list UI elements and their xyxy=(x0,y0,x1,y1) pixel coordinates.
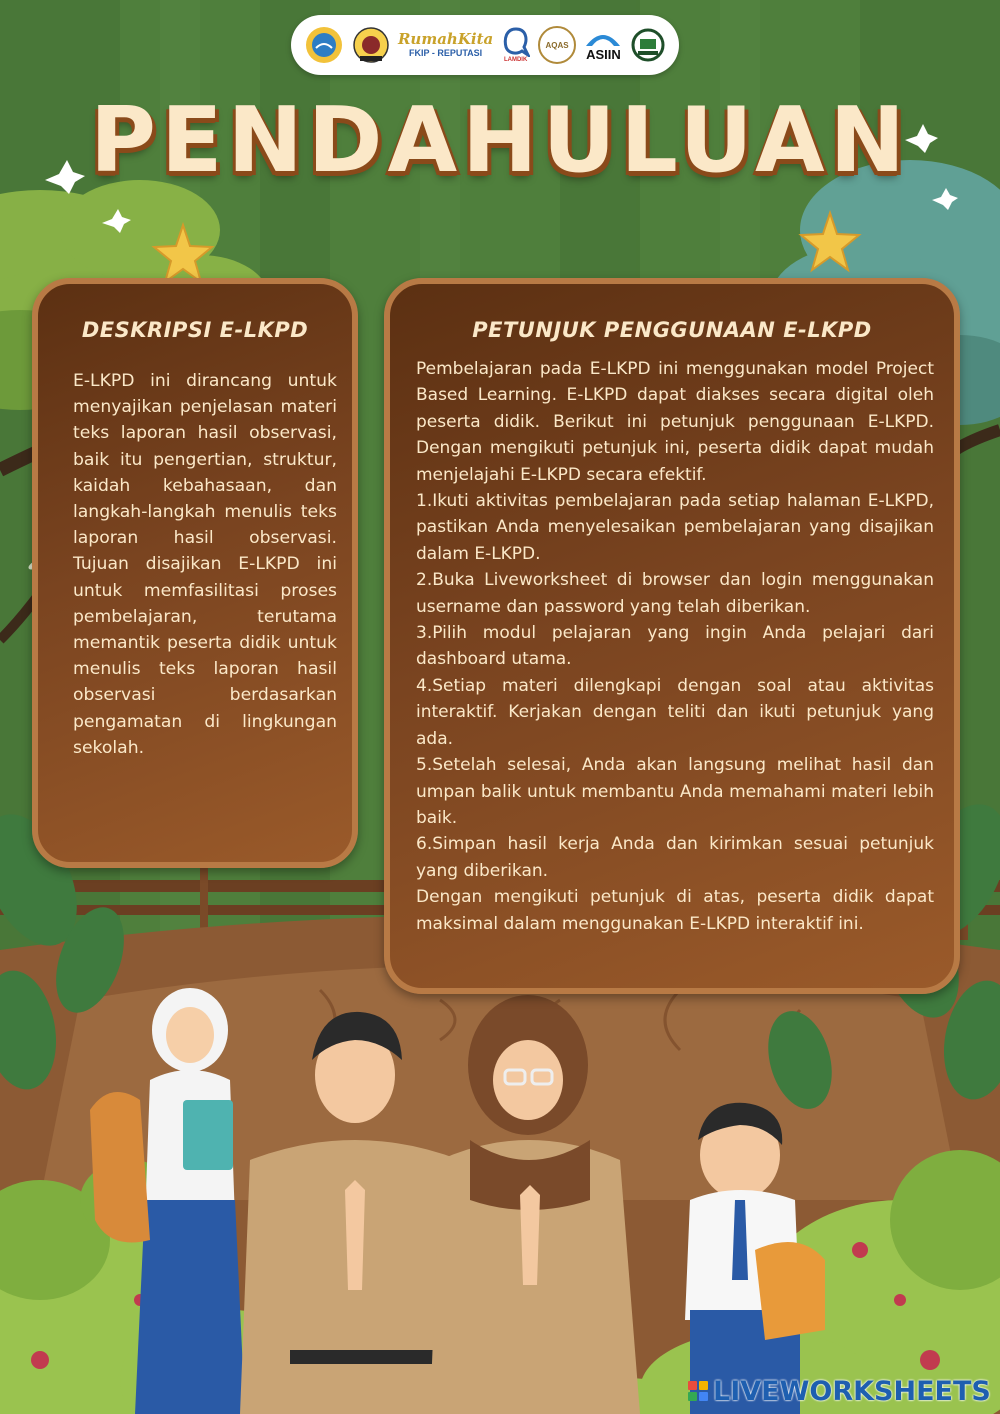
watermark-text: LIVEWORKSHEETS xyxy=(713,1375,991,1407)
fkip-badge-logo xyxy=(631,28,665,62)
petunjuk-body xyxy=(416,356,934,937)
university-logo-1 xyxy=(305,26,343,64)
petunjuk-intro: Pembelajaran pada E-LKPD ini menggunakan model Project Based Learning. E-LKPD dapat diakses secara digital oleh peserta didik. Berikut ini petunjuk penggunaan E-LKPD. Dengan mengikuti petunjuk ini, peserta didik dapat mudah menjelajahi E-LKPD secara efektif. xyxy=(416,359,934,485)
lamdik-label: LAMDIK xyxy=(503,57,528,63)
university-seal-icon xyxy=(305,26,343,64)
rumah-kita-subtitle: FKIP - REPUTASI xyxy=(409,48,483,58)
lamdik-q-icon xyxy=(502,27,530,57)
petunjuk-step-4: 4.Setiap materi dilengkapi dengan soal atau aktivitas interaktif. Kerjakan dengan teliti dan ikuti petunjuk yang ada. xyxy=(416,675,934,749)
lamdik-logo xyxy=(502,27,530,63)
wm-square-v xyxy=(688,1392,697,1401)
wm-square-l xyxy=(688,1381,697,1390)
liveworksheets-logo-icon xyxy=(688,1381,708,1401)
petunjuk-heading: PETUNJUK PENGGUNAAN E-LKPD xyxy=(472,318,872,342)
institution-logo-bar xyxy=(291,15,679,75)
rumah-kita-title: RumahKita xyxy=(397,30,494,48)
aqas-logo xyxy=(538,26,576,64)
petunjuk-step-3: 3.Pilih modul pelajaran yang ingin Anda pelajari dari dashboard utama. xyxy=(416,623,934,670)
page-title: PENDAHULUAN xyxy=(90,88,910,193)
asiin-label: ASIIN xyxy=(586,46,621,62)
petunjuk-panel xyxy=(384,278,960,994)
deskripsi-body: E-LKPD ini dirancang untuk menyajikan penjelasan materi teks laporan hasil observasi, baik itu pengertian, struktur, kaidah kebahasaan, dan langkah-langkah menulis teks laporan hasil observasi. Tujuan disajikan E-LKPD ini untuk memfasilitasi proses pembelajaran, terutama memantik peserta didik untuk menulis teks laporan hasil observasi berdasarkan pengamatan di lingkungan sekolah. xyxy=(73,371,337,758)
university-logo-2 xyxy=(352,26,390,64)
wm-square-i xyxy=(699,1381,708,1390)
deskripsi-body-container xyxy=(73,368,337,761)
petunjuk-closing: Dengan mengikuti petunjuk di atas, peserta didik dapat maksimal dalam menggunakan E-LKPD interaktif ini. xyxy=(416,887,934,934)
wm-square-e xyxy=(699,1392,708,1401)
liveworksheets-watermark xyxy=(688,1374,991,1408)
fkip-badge-icon xyxy=(631,28,665,62)
petunjuk-step-5: 5.Setelah selesai, Anda akan langsung melihat hasil dan umpan balik untuk membantu Anda memahami materi lebih baik. xyxy=(416,755,934,828)
asiin-logo xyxy=(584,30,622,61)
asiin-arc-icon xyxy=(584,30,622,46)
petunjuk-step-6: 6.Simpan hasil kerja Anda dan kirimkan sesuai petunjuk yang diberikan. xyxy=(416,834,934,881)
deskripsi-heading: DESKRIPSI E-LKPD xyxy=(81,318,309,342)
rumah-kita-logo xyxy=(398,32,493,58)
petunjuk-step-2: 2.Buka Liveworksheet di browser dan login menggunakan username dan password yang telah diberikan. xyxy=(416,570,934,617)
petunjuk-step-1: 1.Ikuti aktivitas pembelajaran pada setiap halaman E-LKPD, pastikan Anda menyelesaikan pembelajaran yang disajikan dalam E-LKPD. xyxy=(416,491,934,564)
deskripsi-panel xyxy=(32,278,358,868)
aqas-label: AQAS xyxy=(545,40,569,50)
faculty-emblem-icon xyxy=(352,26,390,64)
